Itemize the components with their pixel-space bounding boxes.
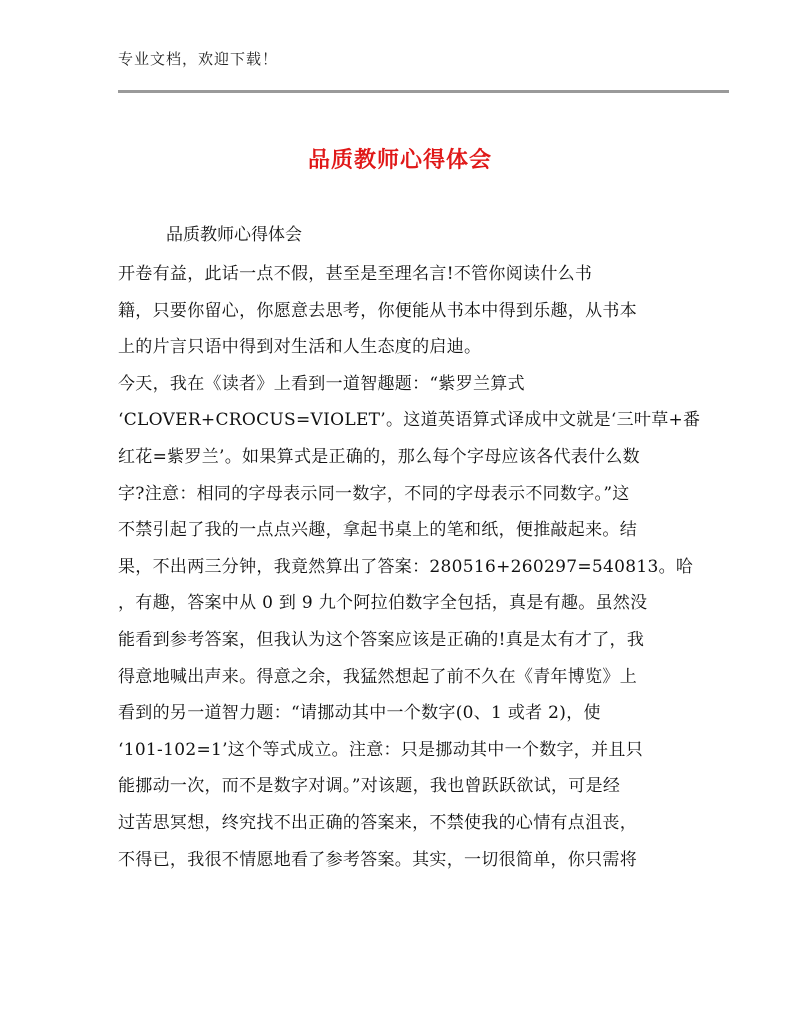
header-note: 专业文档，欢迎下载！ bbox=[118, 50, 279, 68]
body-line: ‘CLOVER+CROCUS=VIOLET’。这道英语算式译成中文就是‘三叶草+番 bbox=[118, 410, 701, 431]
body-line: 今天，我在《读者》上看到一道智趣题：“紫罗兰算式 bbox=[118, 373, 525, 394]
body-line: 不禁引起了我的一点点兴趣，拿起书桌上的笔和纸，便推敲起来。结 bbox=[118, 520, 637, 541]
body-line: ，有趣，答案中从 0 到 9 九个阿拉伯数字全包括，真是有趣。虽然没 bbox=[118, 593, 648, 614]
body-line: 看到的另一道智力题：“请挪动其中一个数字(0、1 或者 2)，使 bbox=[118, 703, 601, 724]
body-line: 上的片言只语中得到对生活和人生态度的启迪。 bbox=[118, 337, 482, 358]
body-line: 字?注意：相同的字母表示同一数字，不同的字母表示不同数字。”这 bbox=[118, 483, 630, 504]
body-line: ‘101-102=1’这个等式成立。注意：只是挪动其中一个数字，并且只 bbox=[118, 739, 644, 760]
document-title: 品质教师心得体会 bbox=[307, 148, 492, 173]
body-text bbox=[118, 256, 701, 878]
body-line: 过苦思冥想，终究找不出正确的答案来，不禁使我的心情有点沮丧， bbox=[118, 812, 637, 833]
document-subtitle: 品质教师心得体会 bbox=[166, 225, 302, 245]
body-line: 得意地喊出声来。得意之余，我猛然想起了前不久在《青年博览》上 bbox=[118, 666, 637, 687]
body-line: 果，不出两三分钟，我竟然算出了答案：280516+260297=540813。哈 bbox=[118, 556, 694, 577]
body-line: 不得已，我很不情愿地看了参考答案。其实，一切很简单，你只需将 bbox=[118, 849, 637, 870]
header-divider bbox=[118, 90, 729, 93]
body-line: 籍，只要你留心，你愿意去思考，你便能从书本中得到乐趣，从书本 bbox=[118, 300, 637, 321]
body-line: 红花=紫罗兰’。如果算式是正确的，那么每个字母应该各代表什么数 bbox=[118, 446, 640, 467]
body-line: 能看到参考答案，但我认为这个答案应该是正确的!真是太有才了，我 bbox=[118, 629, 645, 650]
body-line: 开卷有益，此话一点不假，甚至是至理名言!不管你阅读什么书 bbox=[118, 264, 593, 284]
body-line: 能挪动一次，而不是数字对调。”对该题，我也曾跃跃欲试，可是经 bbox=[118, 776, 621, 797]
